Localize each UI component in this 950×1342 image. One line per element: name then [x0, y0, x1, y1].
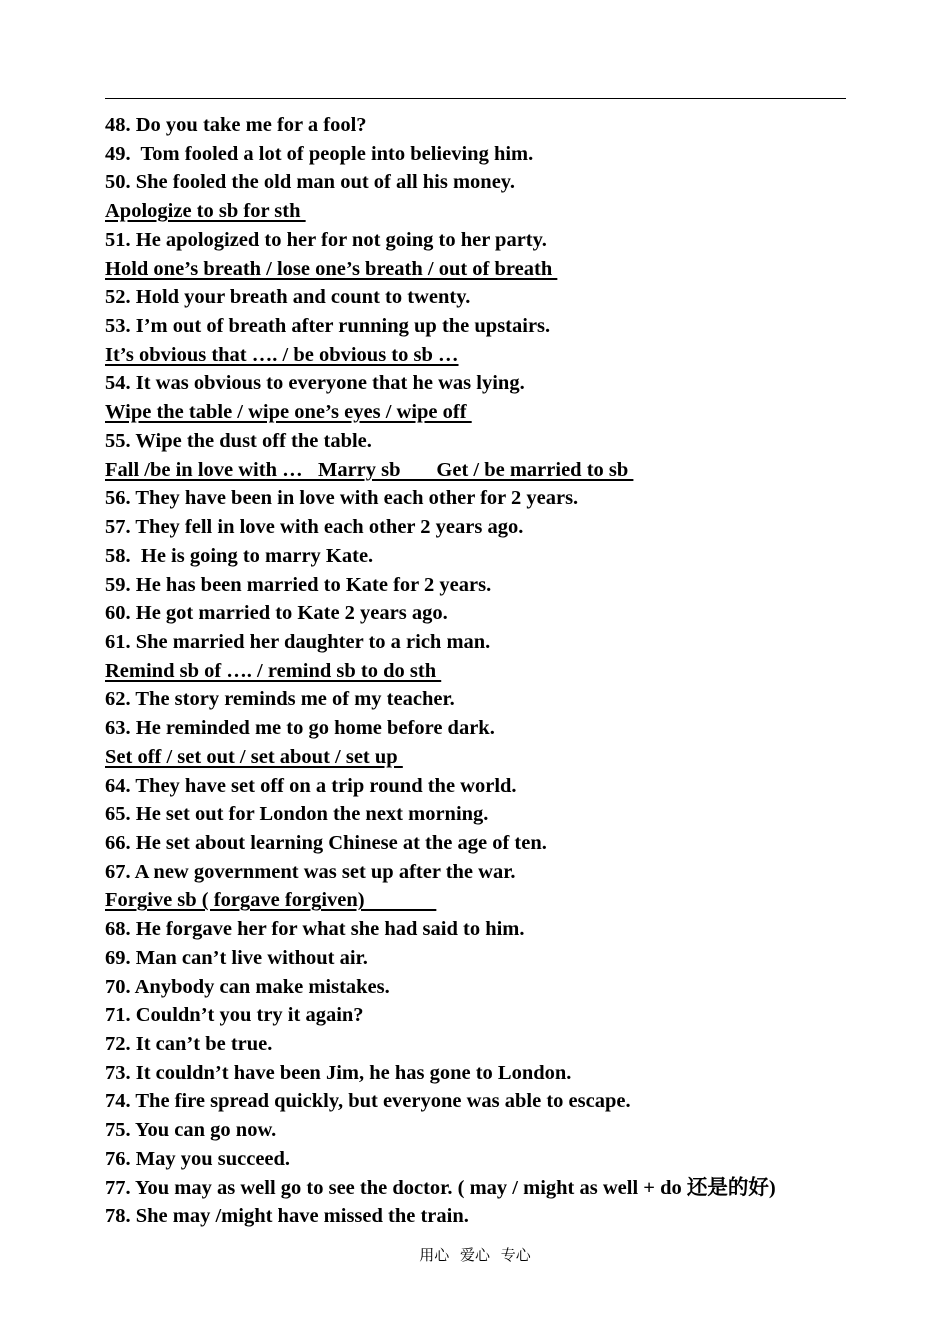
example-sentence-text: 72. It can’t be true.	[105, 1033, 273, 1055]
example-sentence-text: 76. May you succeed.	[105, 1147, 291, 1170]
example-sentence-text: 51. He apologized to her for not going to her party.	[105, 228, 547, 251]
phrase-heading	[105, 886, 865, 915]
example-sentence-text: 68. He forgave her for what she had said to him.	[105, 918, 525, 941]
example-sentence-text: 71. Couldn’t you try it again?	[105, 1004, 364, 1027]
example-sentence	[105, 283, 865, 312]
example-sentence-text: 55. Wipe the dust off the table.	[105, 429, 372, 452]
example-sentence-text: 56. They have been in love with each other for 2 years.	[105, 487, 579, 510]
document-body	[105, 111, 865, 1231]
example-sentence-text: 74. The fire spread quickly, but everyone was able to escape.	[105, 1090, 631, 1113]
example-sentence	[105, 1145, 865, 1174]
phrase-heading-text: Forgive sb ( forgave forgiven)	[105, 889, 437, 912]
example-sentence	[105, 168, 865, 197]
example-sentence-text: 66. He set about learning Chinese at the age of ten.	[105, 831, 547, 854]
example-sentence	[105, 829, 865, 858]
example-sentence	[105, 685, 865, 714]
example-sentence	[105, 513, 865, 542]
example-sentence-text: 73. It couldn’t have been Jim, he has gone to London.	[105, 1061, 572, 1084]
example-sentence-text: 62. The story reminds me of my teacher.	[105, 688, 455, 711]
header-rule	[105, 98, 846, 99]
phrase-heading	[105, 743, 865, 772]
example-sentence	[105, 858, 865, 887]
example-sentence	[105, 369, 865, 398]
example-sentence-text: 52. Hold your breath and count to twenty.	[105, 286, 471, 309]
example-sentence	[105, 1116, 865, 1145]
phrase-heading	[105, 456, 865, 485]
phrase-heading-text: It’s obvious that …. / be obvious to sb …	[105, 343, 459, 366]
example-sentence	[105, 599, 865, 628]
phrase-heading-text: Apologize to sb for sth	[105, 200, 306, 223]
example-sentence	[105, 542, 865, 571]
example-sentence	[105, 571, 865, 600]
example-sentence	[105, 772, 865, 801]
phrase-heading-text: Hold one’s breath / lose one’s breath / out of breath	[105, 257, 558, 280]
page-footer: 用心 爱心 专心	[419, 1246, 531, 1264]
example-sentence	[105, 1087, 865, 1116]
phrase-heading	[105, 398, 865, 427]
example-sentence-text: 77. You may as well go to see the doctor. ( may / might as well + do 还是的好)	[105, 1176, 776, 1199]
example-sentence-text: 63. He reminded me to go home before dark.	[105, 717, 495, 740]
example-sentence-text: 49. Tom fooled a lot of people into believing him.	[105, 142, 534, 165]
example-sentence	[105, 1001, 865, 1030]
example-sentence	[105, 915, 865, 944]
example-sentence	[105, 140, 865, 169]
example-sentence-text: 57. They fell in love with each other 2 years ago.	[105, 516, 524, 539]
phrase-heading-text: Wipe the table / wipe one’s eyes / wipe off	[105, 401, 472, 424]
example-sentence	[105, 1059, 865, 1088]
example-sentence-text: 75. You can go now.	[105, 1119, 277, 1142]
example-sentence	[105, 312, 865, 341]
phrase-heading-text: Fall /be in love with … Marry sb Get / be married to sb	[105, 458, 634, 481]
phrase-heading	[105, 657, 865, 686]
phrase-heading-text: Remind sb of …. / remind sb to do sth	[105, 659, 442, 682]
phrase-heading-text: Set off / set out / set about / set up	[105, 745, 403, 768]
example-sentence-text: 65. He set out for London the next morning.	[105, 803, 489, 826]
example-sentence-text: 50. She fooled the old man out of all his money.	[105, 171, 516, 194]
example-sentence-text: 54. It was obvious to everyone that he was lying.	[105, 372, 525, 395]
example-sentence	[105, 1202, 865, 1231]
phrase-heading	[105, 341, 865, 370]
example-sentence-text: 78. She may /might have missed the train.	[105, 1205, 469, 1228]
example-sentence	[105, 800, 865, 829]
example-sentence-text: 53. I’m out of breath after running up the upstairs.	[105, 315, 551, 338]
example-sentence	[105, 111, 865, 140]
example-sentence-text: 48. Do you take me for a fool?	[105, 114, 367, 136]
example-sentence-text: 60. He got married to Kate 2 years ago.	[105, 602, 448, 625]
example-sentence	[105, 628, 865, 657]
example-sentence-text: 70. Anybody can make mistakes.	[105, 975, 390, 998]
example-sentence	[105, 944, 865, 973]
example-sentence-text: 69. Man can’t live without air.	[105, 946, 368, 969]
example-sentence	[105, 484, 865, 513]
example-sentence	[105, 1174, 865, 1203]
example-sentence-text: 61. She married her daughter to a rich man.	[105, 630, 491, 653]
example-sentence	[105, 427, 865, 456]
example-sentence-text: 58. He is going to marry Kate.	[105, 544, 374, 567]
example-sentence	[105, 714, 865, 743]
phrase-heading	[105, 197, 865, 226]
example-sentence-text: 64. They have set off on a trip round the world.	[105, 774, 517, 797]
example-sentence	[105, 973, 865, 1002]
example-sentence	[105, 1030, 865, 1059]
phrase-heading	[105, 255, 865, 284]
example-sentence-text: 67. A new government was set up after the war.	[105, 860, 516, 883]
example-sentence	[105, 226, 865, 255]
example-sentence-text: 59. He has been married to Kate for 2 years.	[105, 573, 492, 596]
